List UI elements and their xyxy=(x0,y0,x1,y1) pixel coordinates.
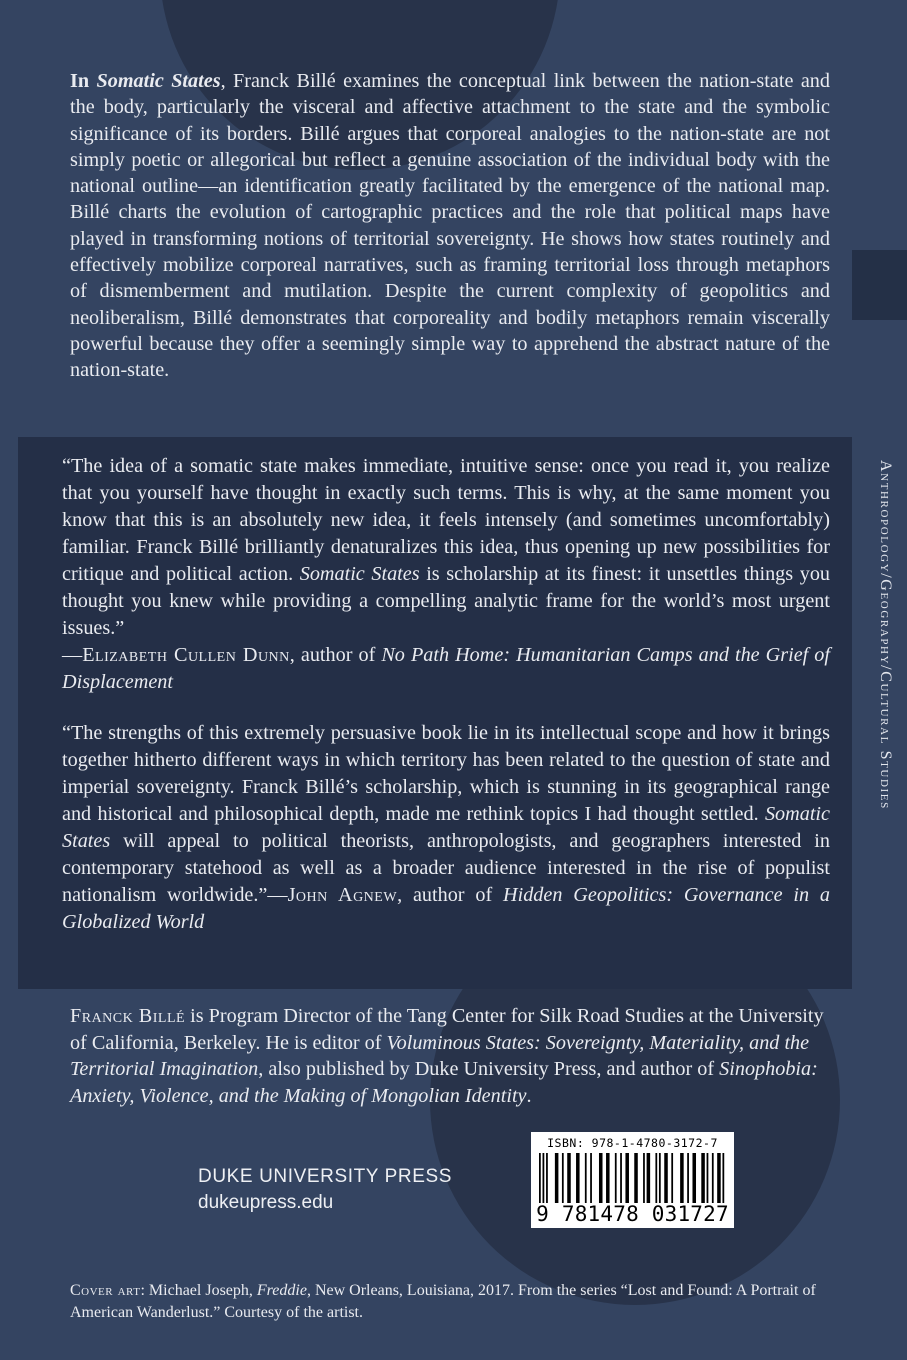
bio-book-1: Voluminous States: Sovereignty, Materiality, and the Territorial Imagination xyxy=(70,1031,810,1080)
description-text: , Franck Billé examines the conceptual link between the nation-state and the body, particularly the visceral and affective attachment to the state and the symbolic significance of its borders. Billé argues that corporeal analogies to the nation-state are not simply poetic or allegorical but reflect a genuine association of the individual body with the national outline—an identification greatly facilitated by the emergence of the national map. Billé charts the evolution of cartographic practices and the role that political maps have played in transforming notions of territorial sovereignty. He shows how states routinely and effectively mobilize corporeal narratives, such as framing territorial loss through metaphors of dismemberment and mutilation. Despite the current complexity of geopolitics and neoliberalism, Billé demonstrates that corporeality and bodily metaphors remain viscerally powerful because they offer a seemingly simple way to apprehend the abstract nature of the nation-state. xyxy=(70,70,830,382)
blurb-agnew-book: Hidden Geopolitics: Governance in a Globalized World xyxy=(62,884,831,933)
isbn-label: ISBN: 978-1-4780-3172-7 xyxy=(547,1136,718,1150)
barcode-bar xyxy=(647,1153,651,1203)
bio-text-a: is Program Director of the Tang Center for Silk Road Studies at the University of California, Berkeley. He is editor of xyxy=(70,1005,824,1054)
blurb-dunn-text-b: is scholarship at its finest: it unsettles things you thought you knew while providing a compelling analytic frame for the world’s most urgent issues.” xyxy=(62,563,831,639)
publisher-url: dukeupress.edu xyxy=(198,1192,334,1213)
cover-art-credit xyxy=(70,1280,850,1324)
subject-category: Anthropology/Geography/Cultural Studies xyxy=(877,460,894,810)
cover-credit-label: Cover art xyxy=(70,1282,141,1299)
barcode-bar xyxy=(664,1153,668,1203)
barcode-bar xyxy=(722,1153,724,1203)
barcode-bar xyxy=(712,1153,714,1203)
blurb-dunn-title-ref: Somatic States xyxy=(299,563,420,585)
cover-credit-text-a: : Michael Joseph, xyxy=(140,1282,257,1299)
bio-author-name: Franck Billé xyxy=(70,1005,186,1027)
blurb-agnew xyxy=(62,720,830,936)
bio-text-c: . xyxy=(526,1084,532,1107)
description-lead: In xyxy=(70,70,97,92)
description-book-title: Somatic States xyxy=(96,70,221,92)
blurb-agnew-title-ref: Somatic States xyxy=(62,803,830,852)
blurb-dunn xyxy=(62,453,830,696)
isbn-digits: 9 781478 031727 xyxy=(536,1202,729,1226)
barcode-bar xyxy=(671,1153,673,1203)
barcode-bar xyxy=(567,1153,571,1203)
blurb-dunn-author: Elizabeth Cullen Dunn xyxy=(82,644,290,666)
barcode-bar xyxy=(585,1153,587,1203)
blurb-agnew-text-b: will appeal to political theorists, anthropologists, and geographers interested in contemporary statehood as well as a broader audience interested in the rise of populist nationalism worldwide.” xyxy=(62,830,830,906)
barcode-bar xyxy=(687,1153,689,1203)
book-description xyxy=(70,68,830,384)
barcode-bar xyxy=(659,1153,661,1203)
barcode-bar xyxy=(655,1153,657,1203)
barcode-bar xyxy=(555,1153,559,1203)
barcode-bar xyxy=(680,1153,684,1203)
barcode-bar xyxy=(543,1153,545,1203)
barcode-bar xyxy=(625,1153,629,1203)
bio-book-2: Sinophobia: Anxiety, Violence, and the Making of Mongolian Identity xyxy=(70,1058,818,1107)
author-bio xyxy=(70,1003,830,1109)
barcode-bar xyxy=(701,1153,705,1203)
cover-credit-text-b: , New Orleans, Louisiana, 2017. From the series “Lost and Found: A Portrait of American Wanderlust.” Courtesy of the artist. xyxy=(70,1282,816,1321)
blurb-agnew-author-of: , author of xyxy=(397,884,504,906)
publisher-block xyxy=(198,1164,452,1216)
cover-credit-work: Freddie xyxy=(256,1282,307,1299)
barcode-bar xyxy=(615,1153,617,1203)
blurb-dunn-text-a: “The idea of a somatic state makes immediate, intuitive sense: once you read it, you realize that you yourself have thought in exactly such terms. This is why, at the same moment you know that this is an absolutely new idea, it feels intensely (and sometimes uncomfortably) familiar. Franck Billé brilliantly denaturalizes this idea, thus opening up new possibilities for critique and political action. xyxy=(62,455,830,585)
barcode-bar xyxy=(707,1153,709,1203)
barcode-bar xyxy=(562,1153,564,1203)
publisher-name: DUKE UNIVERSITY PRESS xyxy=(198,1166,453,1187)
isbn-barcode xyxy=(531,1132,734,1228)
blurb-dunn-dash: — xyxy=(62,644,83,666)
blurb-dunn-author-of: , author of xyxy=(289,644,382,666)
bio-text-b: , also published by Duke University Press, and author of xyxy=(258,1058,720,1080)
barcode-bars xyxy=(539,1153,726,1203)
barcode-bar xyxy=(599,1153,603,1203)
blurb-dunn-book: No Path Home: Humanitarian Camps and the Grief of Displacement xyxy=(62,644,831,693)
barcode-bar xyxy=(576,1153,580,1203)
barcode-bar xyxy=(620,1153,622,1203)
barcode-bar xyxy=(643,1153,645,1203)
spine-tab xyxy=(852,250,907,320)
blurb-agnew-dash: — xyxy=(267,884,288,906)
barcode-bar xyxy=(634,1153,638,1203)
barcode-bar xyxy=(717,1153,721,1203)
barcode-bar xyxy=(546,1153,548,1203)
blurb-agnew-author: John Agnew xyxy=(287,884,398,906)
barcode-bar xyxy=(539,1153,541,1203)
barcode-bar xyxy=(590,1153,592,1203)
barcode-bar xyxy=(692,1153,696,1203)
blurb-agnew-text-a: “The strengths of this extremely persuasive book lie in its intellectual scope and how it brings together hitherto different ways in which territory has been related to the question of state and imperial sovereignty. Franck Billé’s scholarship, which is stunning in its geographical range and historical and philosophical depth, made me rethink topics I had thought settled. xyxy=(62,722,830,825)
barcode-bar xyxy=(606,1153,610,1203)
